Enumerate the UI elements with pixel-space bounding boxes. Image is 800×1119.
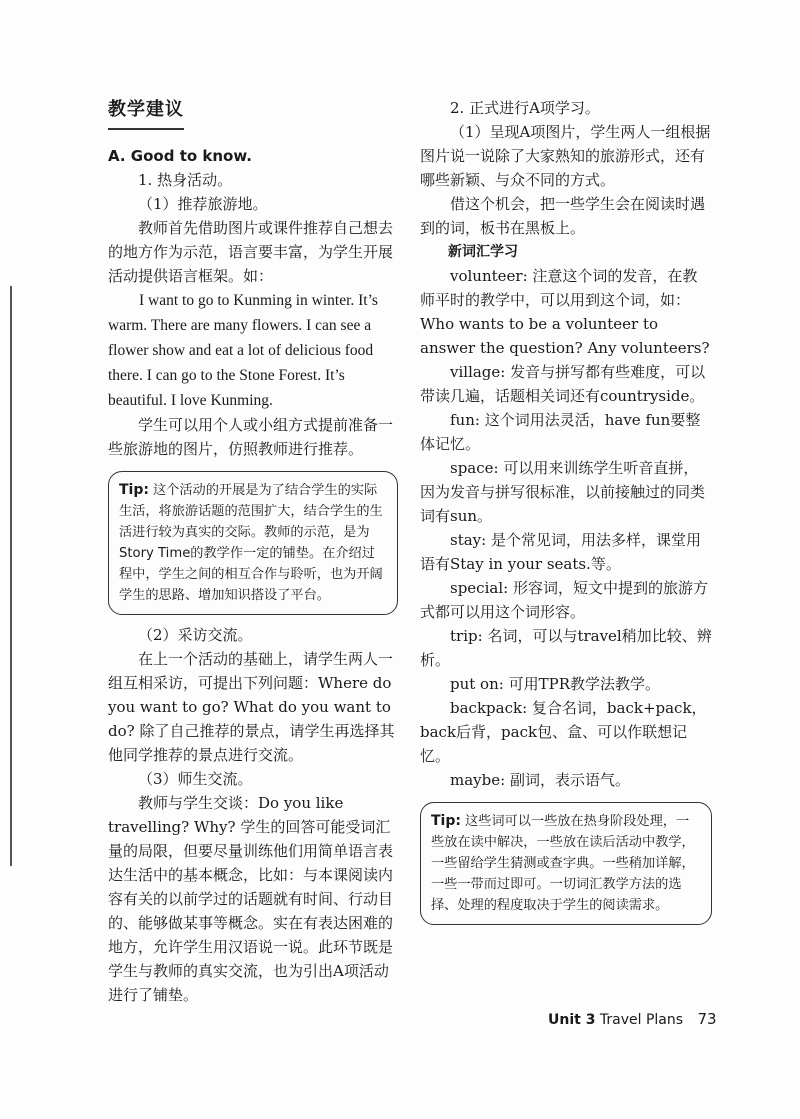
vocab-word: special:	[450, 579, 509, 597]
step-1: 1. 热身活动。	[138, 171, 233, 189]
page-number: 73	[697, 1010, 717, 1028]
tip-box-2	[420, 802, 712, 925]
step-1-3: （3）师生交流。	[138, 770, 253, 788]
left-column	[108, 96, 398, 1007]
vocab-item	[420, 408, 712, 456]
vocab-explanation: 注意这个词的发音，在教师平时的教学中，可以用到这个词，如：Who wants to be a volunteer to answer the question? Any volunteers?	[420, 267, 710, 357]
unit-label: Unit 3	[548, 1012, 596, 1028]
step-1-1: （1）推荐旅游地。	[138, 195, 268, 213]
paragraph-5: 借这个机会，把一些学生会在阅读时遇到的词，板书在黑板上。	[420, 195, 706, 237]
vocab-word: backpack:	[450, 699, 528, 717]
vocab-explanation: 复合名词，back+pack，back后背，pack包、盒、可以作联想记忆。	[420, 699, 707, 765]
vocab-word: volunteer:	[450, 267, 528, 285]
vocab-item	[420, 696, 712, 768]
vocab-item	[420, 528, 712, 576]
vocab-word: stay:	[450, 531, 487, 549]
step-1-2: （2）采访交流。	[138, 626, 253, 644]
vocab-explanation: 这个词用法灵活，have fun要整体记忆。	[420, 411, 701, 453]
vocab-explanation: 是个常见词，用法多样，课堂用语有Stay in your seats.等。	[420, 531, 701, 573]
vocab-word: maybe:	[450, 771, 506, 789]
vocab-explanation: 发音与拼写都有些难度，可以带读几遍，话题相关词还有countryside。	[420, 363, 706, 405]
vocab-word: space:	[450, 459, 499, 477]
vocab-word: trip:	[450, 627, 483, 645]
tip-text: 这个活动的开展是为了结合学生的实际生活，将旅游话题的范围扩大，结合学生的生活进行较为真实的交际。教师的示范，是为Story Time的教学作一定的铺垫。在介绍过程中，学生之间的相互合作与聆听，也为开阔学生的思路、增加知识搭设了平台。	[119, 483, 383, 603]
page-edge-marker	[0, 286, 12, 866]
vocab-item	[420, 576, 712, 624]
paragraph-4: 教师与学生交谈：Do you like travelling? Why? 学生的回答可能受词汇量的局限，但要尽量训练他们用简单语言表达生活中的基本概念，比如：与本课阅读内容有关的以前学过的话题就有时间、行动目的、能够做某事等概念。实在有表达困难的地方，允许学生用汉语说一说。此环节既是学生与教师的真实交流，也为引出A项活动进行了铺垫。	[108, 794, 394, 1004]
unit-title: Travel Plans	[599, 1012, 684, 1028]
paragraph-3: 在上一个活动的基础上，请学生两人一组互相采访，可提出下列问题：Where do you want to go? What do you want to do? 除了自己推荐的景点，请学生再选择其他同学推荐的景点进行交流。	[108, 650, 395, 764]
tip-label: Tip:	[119, 482, 149, 498]
vocab-heading: 新词汇学习	[448, 244, 518, 260]
vocab-item	[420, 624, 712, 672]
section-title: 教学建议	[108, 98, 184, 130]
vocab-item	[420, 456, 712, 528]
tip-text: 这些词可以一些放在热身阶段处理，一些放在读中解决，一些放在读后活动中教学，一些留给学生猜测或查字典。一些稍加详解，一些一带而过即可。一切词汇教学方法的选择、处理的程度取决于学生的阅读需求。	[431, 814, 695, 913]
page-footer	[548, 1010, 717, 1028]
vocab-word: put on:	[450, 675, 504, 693]
vocab-item	[420, 672, 712, 696]
vocab-item	[420, 264, 712, 360]
step-2-1: （1）呈现A项图片，学生两人一组根据图片说一说除了大家熟知的旅游形式，还有哪些新颖、与众不同的方式。	[420, 123, 711, 189]
tip-label: Tip:	[431, 813, 461, 829]
tip-box-1	[108, 471, 398, 615]
heading-a: A. Good to know.	[108, 147, 252, 165]
vocab-explanation: 可以用来训练学生听音直拼，因为发音与拼写很标准，以前接触过的同类词有sun。	[420, 459, 706, 525]
example-text: I want to go to Kunming in winter. It’s warm. There are many flowers. I can see a flower show and eat a lot of delicious food there. I can go to the Stone Forest. It’s beautiful. I love Kunming.	[108, 292, 378, 409]
vocab-list	[420, 264, 712, 792]
vocab-word: village:	[450, 363, 506, 381]
vocab-word: fun:	[450, 411, 480, 429]
vocab-explanation: 形容词，短文中提到的旅游方式都可以用这个词形容。	[420, 579, 708, 621]
paragraph-1: 教师首先借助图片或课件推荐自己想去的地方作为示范，语言要丰富，为学生开展活动提供语言框架。如：	[108, 219, 394, 285]
vocab-explanation: 副词，表示语气。	[509, 771, 630, 789]
right-column	[420, 96, 712, 933]
vocab-explanation: 名词，可以与travel稍加比较、辨析。	[420, 627, 712, 669]
paragraph-2: 学生可以用个人或小组方式提前准备一些旅游地的图片，仿照教师进行推荐。	[108, 416, 394, 458]
step-2: 2. 正式进行A项学习。	[450, 99, 600, 117]
vocab-item	[420, 768, 712, 792]
vocab-item	[420, 360, 712, 408]
vocab-explanation: 可用TPR教学法教学。	[508, 675, 660, 693]
